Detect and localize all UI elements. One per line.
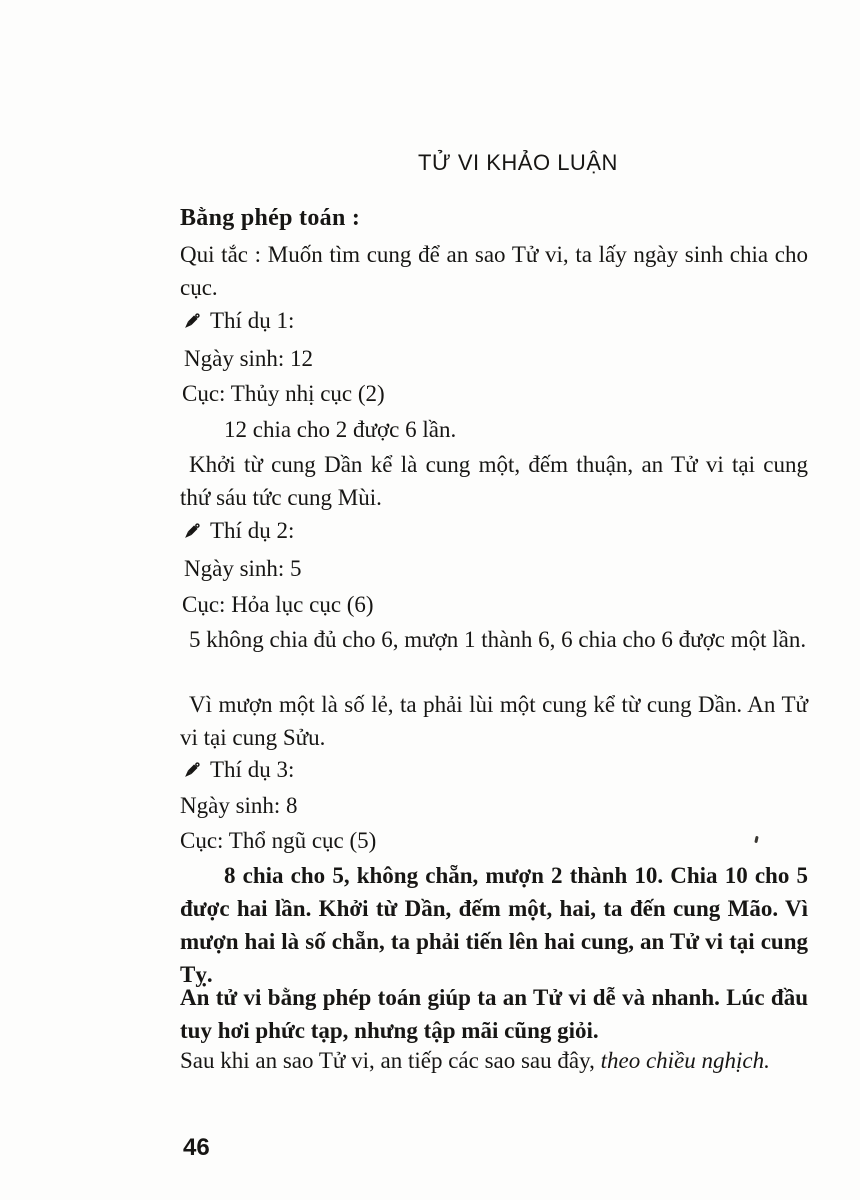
example-3-birth-day: Ngày sinh: 8 — [180, 793, 298, 818]
pen-icon — [180, 759, 203, 782]
rule-paragraph: Qui tắc : Muốn tìm cung để an sao Tử vi, ta lấy ngày sinh chia cho cục. — [180, 242, 808, 300]
final-paragraph-normal: Sau khi an sao Tử vi, an tiếp các sao sau đây, — [180, 1048, 601, 1073]
example-1-cuc: Cục: Thủy nhị cục (2) — [182, 381, 385, 406]
page-number: 46 — [183, 1134, 210, 1161]
section-heading: Bằng phép toán : — [180, 205, 361, 231]
example-2-label-text: Thí dụ 2: — [210, 518, 295, 543]
example-2-birth-day: Ngày sinh: 5 — [184, 556, 302, 581]
pen-icon — [180, 520, 203, 543]
example-2-cuc: Cục: Hỏa lục cục (6) — [182, 592, 374, 617]
running-header-title: TỬ VI KHẢO LUẬN — [418, 150, 618, 175]
example-3-label-text: Thí dụ 3: — [210, 757, 295, 782]
example-2-explanation: Vì mượn một là số lẻ, ta phải lùi một cung kể từ cung Dần. An Tử vi tại cung Sửu. — [180, 692, 808, 750]
example-1-explanation: Khởi từ cung Dần kể là cung một, đếm thuận, an Tử vi tại cung thứ sáu tức cung Mùi. — [180, 452, 808, 510]
example-1-birth-day: Ngày sinh: 12 — [184, 346, 314, 371]
final-paragraph — [180, 1044, 808, 1077]
example-3-calculation: 8 chia cho 5, không chẵn, mượn 2 thành 10. Chia 10 cho 5 được hai lần. Khởi từ Dần, đếm một, hai, ta đến cung Mão. Vì mượn hai là số chẵn, ta phải tiến lên hai cung, an Tử vi tại cung Tỵ. — [180, 863, 808, 987]
example-1-calculation: 12 chia cho 2 được 6 lần. — [224, 417, 457, 442]
closing-paragraph: An tử vi bằng phép toán giúp ta an Tử vi dễ và nhanh. Lúc đầu tuy hơi phức tạp, nhưng tập mãi cũng giỏi. — [180, 985, 808, 1043]
example-3-cuc: Cục: Thổ ngũ cục (5) — [180, 828, 377, 853]
example-2-calculation: 5 không chia đủ cho 6, mượn 1 thành 6, 6 chia cho 6 được một lần. — [189, 627, 807, 652]
final-paragraph-italic: theo chiều nghịch. — [600, 1048, 770, 1073]
example-2-label — [180, 514, 808, 547]
pen-icon — [180, 310, 203, 333]
example-3-label — [180, 753, 808, 786]
example-1-label — [180, 304, 808, 337]
example-1-label-text: Thí dụ 1: — [210, 308, 295, 333]
